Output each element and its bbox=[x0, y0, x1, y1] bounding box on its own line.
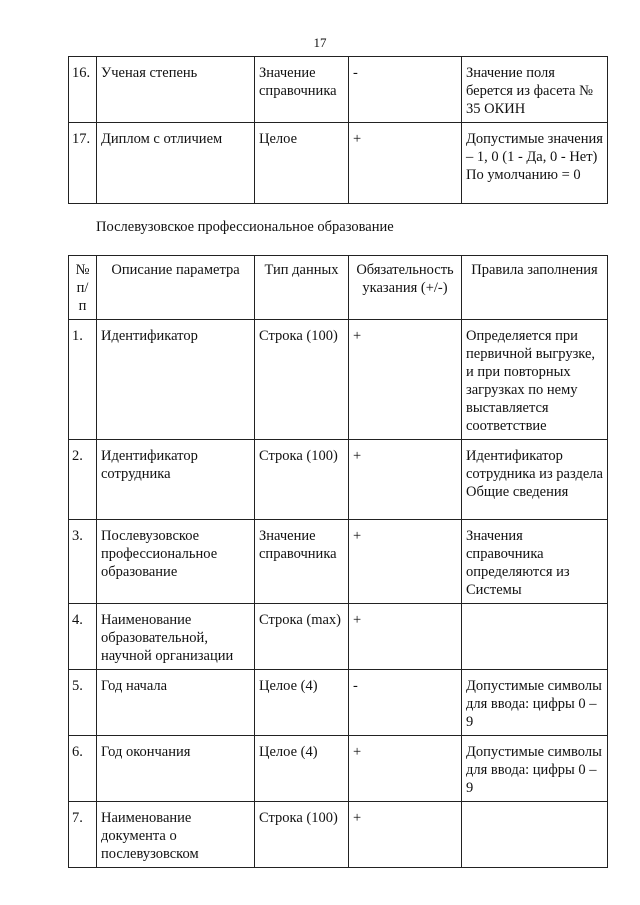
header-num: № п/п bbox=[69, 256, 97, 320]
fill-rules: Определяется при первичной выгрузке, и при повторных загрузках по нему выставляется соответствие bbox=[462, 320, 608, 440]
required-flag: + bbox=[349, 604, 462, 670]
parameter-description: Год окончания bbox=[97, 736, 255, 802]
required-flag: + bbox=[349, 520, 462, 604]
row-number: 1. bbox=[69, 320, 97, 440]
parameter-description: Год начала bbox=[97, 670, 255, 736]
data-type: Строка (max) bbox=[255, 604, 349, 670]
table-row bbox=[69, 520, 608, 604]
fill-rules: Значение поля берется из фасета № 35 ОКИН bbox=[462, 57, 608, 123]
parameter-description: Идентификатор bbox=[97, 320, 255, 440]
data-type: Целое (4) bbox=[255, 670, 349, 736]
row-number: 7. bbox=[69, 802, 97, 868]
required-flag: + bbox=[349, 320, 462, 440]
table-row bbox=[69, 123, 608, 204]
data-type: Значение справочника bbox=[255, 520, 349, 604]
fill-rules: Допустимые значения – 1, 0 (1 - Да, 0 - Нет) По умолчанию = 0 bbox=[462, 123, 608, 204]
data-type: Значение справочника bbox=[255, 57, 349, 123]
row-number: 4. bbox=[69, 604, 97, 670]
section-heading: Послевузовское профессиональное образование bbox=[96, 219, 394, 235]
fill-rules: Допустимые символы для ввода: цифры 0 – 9 bbox=[462, 736, 608, 802]
required-flag: - bbox=[349, 57, 462, 123]
parameter-description: Ученая степень bbox=[97, 57, 255, 123]
data-type: Строка (100) bbox=[255, 802, 349, 868]
required-flag: + bbox=[349, 802, 462, 868]
parameter-description: Послевузовское профессиональное образование bbox=[97, 520, 255, 604]
row-number: 6. bbox=[69, 736, 97, 802]
header-rules: Правила заполнения bbox=[462, 256, 608, 320]
page-number: 17 bbox=[313, 35, 327, 50]
row-number: 2. bbox=[69, 440, 97, 520]
fill-rules: Идентификатор сотрудника из раздела Общие сведения bbox=[462, 440, 608, 520]
row-number: 17. bbox=[69, 123, 97, 204]
parameters-table-continued bbox=[68, 56, 608, 204]
row-number: 16. bbox=[69, 57, 97, 123]
parameter-description: Наименование образовательной, научной организации bbox=[97, 604, 255, 670]
header-req: Обязательность указания (+/-) bbox=[349, 256, 462, 320]
table-header-row bbox=[69, 256, 608, 320]
data-type: Целое (4) bbox=[255, 736, 349, 802]
table-row bbox=[69, 670, 608, 736]
fill-rules bbox=[462, 604, 608, 670]
data-type: Целое bbox=[255, 123, 349, 204]
fill-rules: Допустимые символы для ввода: цифры 0 – 9 bbox=[462, 670, 608, 736]
table-row bbox=[69, 320, 608, 440]
header-type: Тип данных bbox=[255, 256, 349, 320]
header-param: Описание параметра bbox=[97, 256, 255, 320]
required-flag: + bbox=[349, 123, 462, 204]
row-number: 3. bbox=[69, 520, 97, 604]
table-row bbox=[69, 802, 608, 868]
table-row bbox=[69, 57, 608, 123]
parameter-description: Наименование документа о послевузовском bbox=[97, 802, 255, 868]
parameter-description: Идентификатор сотрудника bbox=[97, 440, 255, 520]
fill-rules: Значения справочника определяются из Системы bbox=[462, 520, 608, 604]
required-flag: + bbox=[349, 440, 462, 520]
table-row bbox=[69, 440, 608, 520]
row-number: 5. bbox=[69, 670, 97, 736]
fill-rules bbox=[462, 802, 608, 868]
required-flag: - bbox=[349, 670, 462, 736]
postgraduate-education-table bbox=[68, 255, 608, 868]
parameter-description: Диплом с отличием bbox=[97, 123, 255, 204]
required-flag: + bbox=[349, 736, 462, 802]
data-type: Строка (100) bbox=[255, 320, 349, 440]
table-row bbox=[69, 736, 608, 802]
data-type: Строка (100) bbox=[255, 440, 349, 520]
table-row bbox=[69, 604, 608, 670]
